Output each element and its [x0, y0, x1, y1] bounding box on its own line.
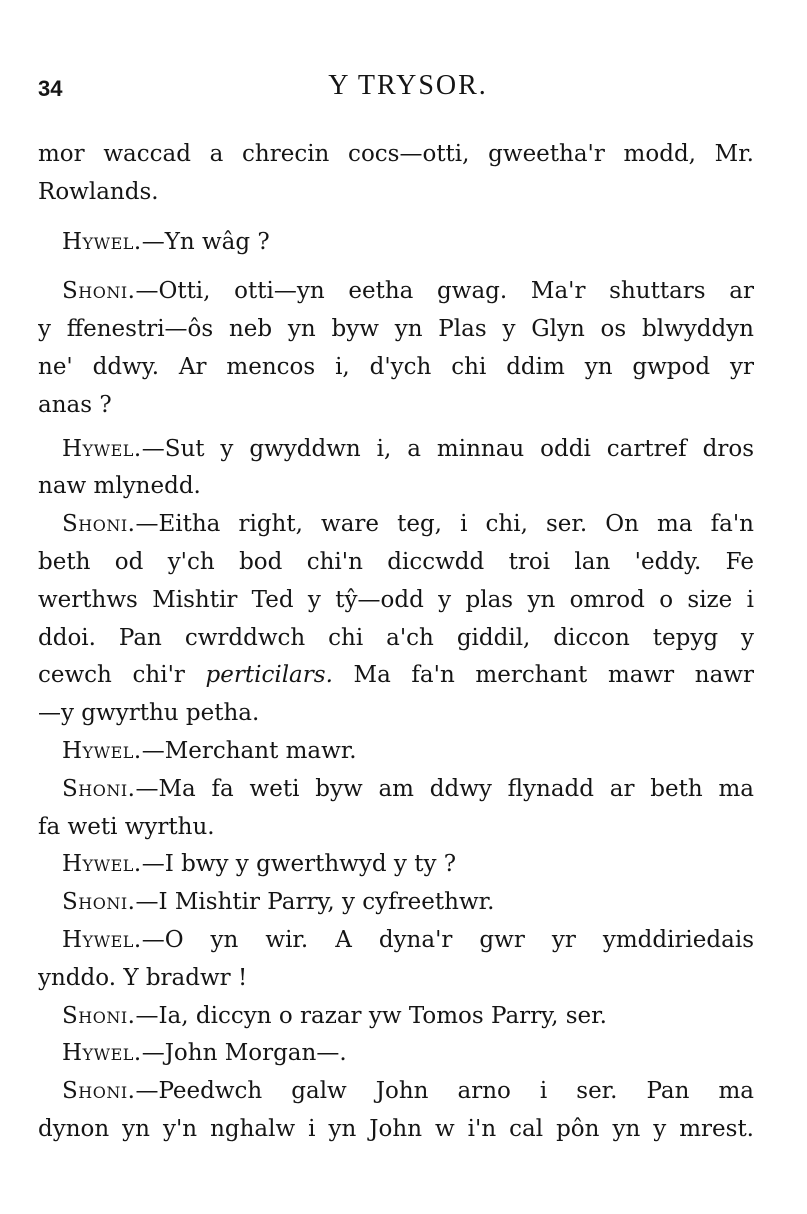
dialogue-paragraph: [38, 273, 754, 424]
italic-term: perticilars.: [205, 662, 333, 689]
dialogue-paragraph: [38, 224, 754, 262]
dialogue-text: —Otti, otti—yn eetha gwag. Ma'r shuttars ar: [135, 278, 754, 305]
text-line: ynddo. Y bradwr !: [38, 964, 248, 991]
dialogue-text: —I Mishtir Parry, y cyfreethwr.: [135, 889, 495, 916]
speaker-name: Shoni.: [62, 278, 136, 305]
speaker-name: Hywel.: [62, 228, 142, 255]
text-line: [38, 884, 754, 922]
dialogue-text: —I bwy y gwerthwyd y ty ?: [141, 851, 457, 878]
dialogue-text: —John Morgan—.: [141, 1040, 347, 1067]
dialogue-paragraph: [38, 998, 754, 1036]
dialogue-paragraph: [38, 733, 754, 771]
dialogue-paragraph: [38, 771, 754, 847]
text-line: beth od y'ch bod chi'n diccwdd troi lan 'eddy. Fe: [38, 548, 754, 575]
text-line: y ffenestri—ôs neb yn byw yn Plas y Glyn os blwyddyn: [38, 316, 754, 343]
text-line: [38, 771, 754, 809]
dialogue-text: —Yn wâg ?: [141, 228, 270, 255]
dialogue-text: —Peedwch galw John arno i ser. Pan ma: [135, 1078, 754, 1105]
text-line: fa weti wyrthu.: [38, 813, 215, 840]
speaker-name: Hywel.: [62, 1040, 142, 1067]
dialogue-text: —O yn wir. A dyna'r gwr yr ymddiriedais: [141, 926, 754, 953]
dialogue-paragraph: [38, 846, 754, 884]
speaker-name: Shoni.: [62, 1078, 136, 1105]
page-text: [38, 136, 754, 1149]
text-segment: cewch chi'r: [38, 662, 206, 689]
text-line: anas ?: [38, 391, 112, 418]
dialogue-paragraph: [38, 884, 754, 922]
speaker-name: Shoni.: [62, 511, 136, 538]
page-header: [38, 66, 778, 106]
text-line: [38, 922, 754, 960]
text-line: [38, 657, 754, 695]
speaker-name: Hywel.: [62, 926, 142, 953]
text-line: dynon yn y'n nghalw i yn John w i'n cal pôn yn y mrest.: [38, 1115, 754, 1142]
text-segment: Ma fa'n merchant mawr nawr: [332, 662, 754, 689]
text-line: Rowlands.: [38, 178, 159, 205]
speaker-name: Shoni.: [62, 889, 136, 916]
dialogue-paragraph: [38, 922, 754, 998]
dialogue-paragraph: [38, 1073, 754, 1149]
paragraph: [38, 136, 754, 212]
text-line: [38, 506, 754, 544]
text-line: [38, 224, 754, 262]
dialogue-text: —Sut y gwyddwn i, a minnau oddi cartref dros: [141, 435, 754, 462]
text-line: ne' ddwy. Ar mencos i, d'ych chi ddim yn gwpod yr: [38, 353, 754, 380]
dialogue-text: —Ia, diccyn o razar yw Tomos Parry, ser.: [135, 1002, 607, 1029]
speaker-name: Hywel.: [62, 851, 142, 878]
dialogue-text: —Eitha right, ware teg, i chi, ser. On ma fa'n: [135, 511, 754, 538]
text-line: [38, 431, 754, 469]
text-line: werthws Mishtir Ted y tŷ—odd y plas yn omrod o size i: [38, 586, 754, 613]
text-line: —y gwyrthu petha.: [38, 700, 260, 727]
dialogue-paragraph: [38, 506, 754, 733]
dialogue-text: —Ma fa weti byw am ddwy flynadd ar beth ma: [135, 775, 754, 802]
dialogue-text: —Merchant mawr.: [141, 737, 357, 764]
text-line: [38, 998, 754, 1036]
text-line: [38, 1035, 754, 1073]
text-line: [38, 846, 754, 884]
text-line: naw mlynedd.: [38, 473, 201, 500]
dialogue-paragraph: [38, 1035, 754, 1073]
speaker-name: Hywel.: [62, 737, 142, 764]
text-line: [38, 1073, 754, 1111]
text-line: [38, 733, 754, 771]
text-line: mor waccad a chrecin cocs—otti, gweetha'r modd, Mr.: [38, 141, 754, 167]
page-number: 34: [38, 76, 63, 101]
speaker-name: Shoni.: [62, 775, 136, 802]
running-title: Y TRYSOR.: [328, 70, 488, 101]
dialogue-paragraph: [38, 431, 754, 507]
speaker-name: Hywel.: [62, 435, 142, 462]
text-line: [38, 273, 754, 311]
text-line: ddoi. Pan cwrddwch chi a'ch giddil, diccon tepyg y: [38, 624, 754, 651]
speaker-name: Shoni.: [62, 1002, 136, 1029]
